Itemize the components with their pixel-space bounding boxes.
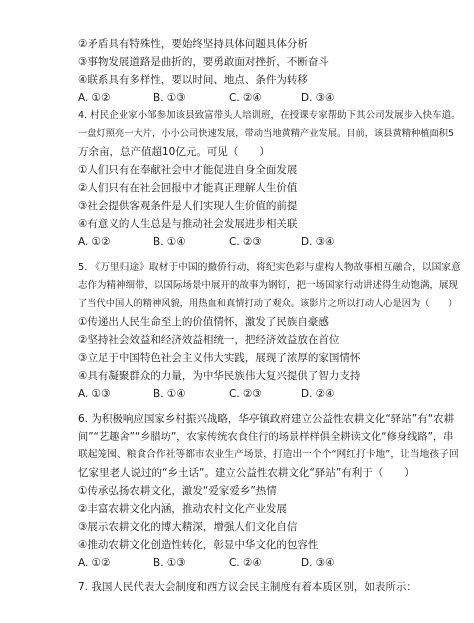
- answer-option: D. ③④: [301, 92, 335, 104]
- text-line: 志作为精神细带，以国际场景中展开的故事为钢钉，把一场国家行动讲述得生动饱满，展现: [78, 280, 459, 291]
- text-line: ④具有凝聚群众的力量，为中华民族伟大复兴提供了智力支持: [78, 370, 361, 382]
- answer-option: A. ①③: [78, 388, 111, 400]
- question-6-stem: 6. 为积极响应国家乡村振兴战略，华亭镇政府建立公益性农耕文化“驿站”有“农耕: [78, 413, 455, 425]
- answer-option: B. ①④: [153, 236, 186, 248]
- text-line: ②坚持社会效益和经济效益相统一，把经济效益放在首位: [78, 334, 340, 346]
- answer-option: A. ①②: [78, 557, 111, 569]
- text-line: ③事物发展道路是曲折的，要勇敢面对挫折，不断奋斗: [78, 56, 329, 68]
- text-line: ④有意义的人生总是与推动社会发展进步相关联: [78, 218, 298, 230]
- text-line: 了当代中国人的精神风貌，用热血和真情打动了观众。该影片之所以打动人心是因为（ ）: [78, 298, 458, 309]
- answer-option: D. ③④: [301, 236, 335, 248]
- answer-option: B. ①③: [153, 92, 186, 104]
- answer-option: C. ②④: [229, 92, 262, 104]
- text-line: ④联系具有多样性，要以时间、地点、条件为转移: [78, 74, 308, 86]
- text-line: ③展示农耕文化的博大精深，增强人们文化自信: [78, 521, 298, 533]
- text-line: ④推动农耕文化创造性转化，彰显中华文化的包容性: [78, 539, 319, 551]
- answer-option: B. ①③: [153, 557, 186, 569]
- text-line: 联起笼囤、粮食合作社等都市农业生产场景，打造出一个个“网红打卡地”，让当地孩子回: [78, 449, 459, 460]
- text-line: ①人们只有在奉献社会中才能促进自身全面发展: [78, 164, 298, 176]
- text-line: ①传递出人民生命至上的价值情怀，激发了民族自豪感: [78, 316, 329, 328]
- question-5-stem: 5. 《万里归途》取材于中国的撤侨行动，将纪实色彩与虚构人物故事相互融合，以国家意: [78, 262, 461, 273]
- text-line: ③社会提供客观条件是人们实现人生价值的前提: [78, 200, 298, 212]
- answer-option: B. ①④: [153, 388, 186, 400]
- question-7-stem: 7. 我国人民代表大会制度和西方议会民主制度有着本质区别，如表所示：: [78, 581, 417, 593]
- answer-option: A. ①②: [78, 236, 111, 248]
- text-line: ②矛盾具有特殊性，要始终坚持具体问题具体分析: [78, 38, 308, 50]
- text-line: ①传承弘扬农耕文化，激发“爱家爱乡”热情: [78, 485, 277, 497]
- answer-option: C. ②③: [229, 388, 262, 400]
- text-line: ②丰富农耕文化内涵，推动农村文化产业发展: [78, 503, 287, 515]
- text-line: ②人们只有在社会回报中才能真正理解人生价值: [78, 182, 298, 194]
- text-line: 间”“艺趣舍”“乡腊坊”，农家传统农食住行的场景样样俱全耕读文化“修身线路”，串: [78, 431, 454, 443]
- text-line: ③立足于中国特色社会主义伟大实践，展现了浓厚的家国情怀: [78, 352, 361, 364]
- text-line: 万余亩，总产值超10亿元。可见（ ）: [78, 146, 270, 158]
- text-line: 忆家里老人说过的“乡土话”。建立公益性农耕文化“驿站”有利于（ ）: [78, 467, 415, 479]
- text-line: 一盘灯照亮一大片，小小公司快速发展，带动当地黄精产业发展。目前，该县黄精种植面积5: [78, 128, 454, 139]
- answer-option: A. ①②: [78, 92, 111, 104]
- answer-option: D. ②④: [301, 388, 335, 400]
- answer-option: D. ③④: [301, 557, 335, 569]
- answer-option: C. ②③: [229, 236, 262, 248]
- answer-option: C. ②④: [229, 557, 262, 569]
- question-4-stem: 4. 村民企业家小邹参加该县致富带头人培训班，在授课专家帮助下其公司发展步入快车道。: [78, 110, 461, 121]
